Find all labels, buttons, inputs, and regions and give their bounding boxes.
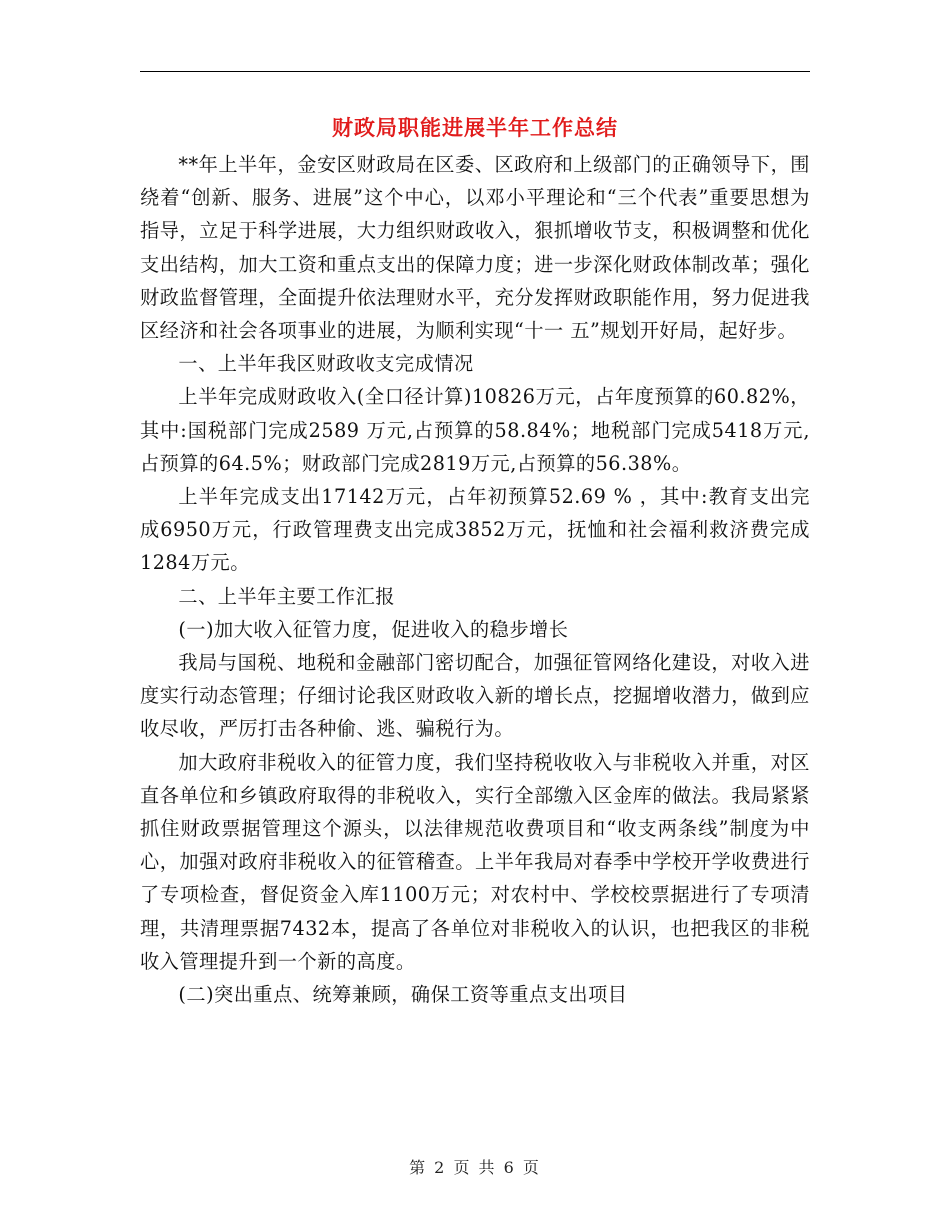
expenditure-paragraph: 上半年完成支出17142万元，占年初预算52.69 % ，其中:教育支出完成6950万元，行政管理费支出完成3852万元，抚恤和社会福利救济费完成1284万元。 <box>140 485 810 575</box>
header-rule <box>140 71 810 72</box>
document-body <box>140 148 810 1011</box>
non-tax-paragraph: 加大政府非税收入的征管力度，我们坚持税收收入与非税收入并重，对区直各单位和乡镇政府取得的非税收入，实行全部缴入区金库的做法。我局紧紧抓住财政票据管理这个源头，以法律规范收费项目和“收支两条线”制度为中心，加强对政府非税收入的征管稽查。上半年我局对春季中学校开学收费进行了专项检查，督促资金入库1100万元；对农村中、学校校票据进行了专项清理，共清理票据7432本，提高了各单位对非税收入的认识，也把我区的非税收入管理提升到一个新的高度。 <box>140 750 810 973</box>
section-heading-2: 二、上半年主要工作汇报 <box>178 584 395 608</box>
page-number: 第 2 页 共 6 页 <box>409 1158 541 1177</box>
intro-paragraph: **年上半年，金安区财政局在区委、区政府和上级部门的正确领导下，围绕着“创新、服务、进展”这个中心，以邓小平理论和“三个代表”重要思想为指导，立足于科学进展，大力组织财政收入，狠抓增收节支，积极调整和优化支出结构，加大工资和重点支出的保障力度；进一步深化财政体制改革；强化财政监督管理，全面提升依法理财水平，充分发挥财政职能作用，努力促进我区经济和社会各项事业的进展，为顺利实现“十一 五”规划开好局，起好步。 <box>140 153 810 343</box>
revenue-paragraph: 上半年完成财政收入(全口径计算)10826万元，占年度预算的60.82%，其中:国税部门完成2589 万元,占预算的58.84%；地税部门完成5418万元,占预算的64.5%；财政部门完成2819万元,占预算的56.38%。 <box>140 385 810 475</box>
subsection-heading-1: (一)加大收入征管力度，促进收入的稳步增长 <box>178 617 569 641</box>
collection-paragraph: 我局与国税、地税和金融部门密切配合，加强征管网络化建设，对收入进度实行动态管理；仔细讨论我区财政收入新的增长点，挖掘增收潜力，做到应收尽收，严厉打击各种偷、逃、骗税行为。 <box>140 651 810 741</box>
subsection-heading-2: (二)突出重点、统筹兼顾，确保工资等重点支出项目 <box>178 983 628 1007</box>
document-title: 财政局职能进展半年工作总结 <box>332 115 618 140</box>
section-heading-1: 一、上半年我区财政收支完成情况 <box>178 352 474 376</box>
